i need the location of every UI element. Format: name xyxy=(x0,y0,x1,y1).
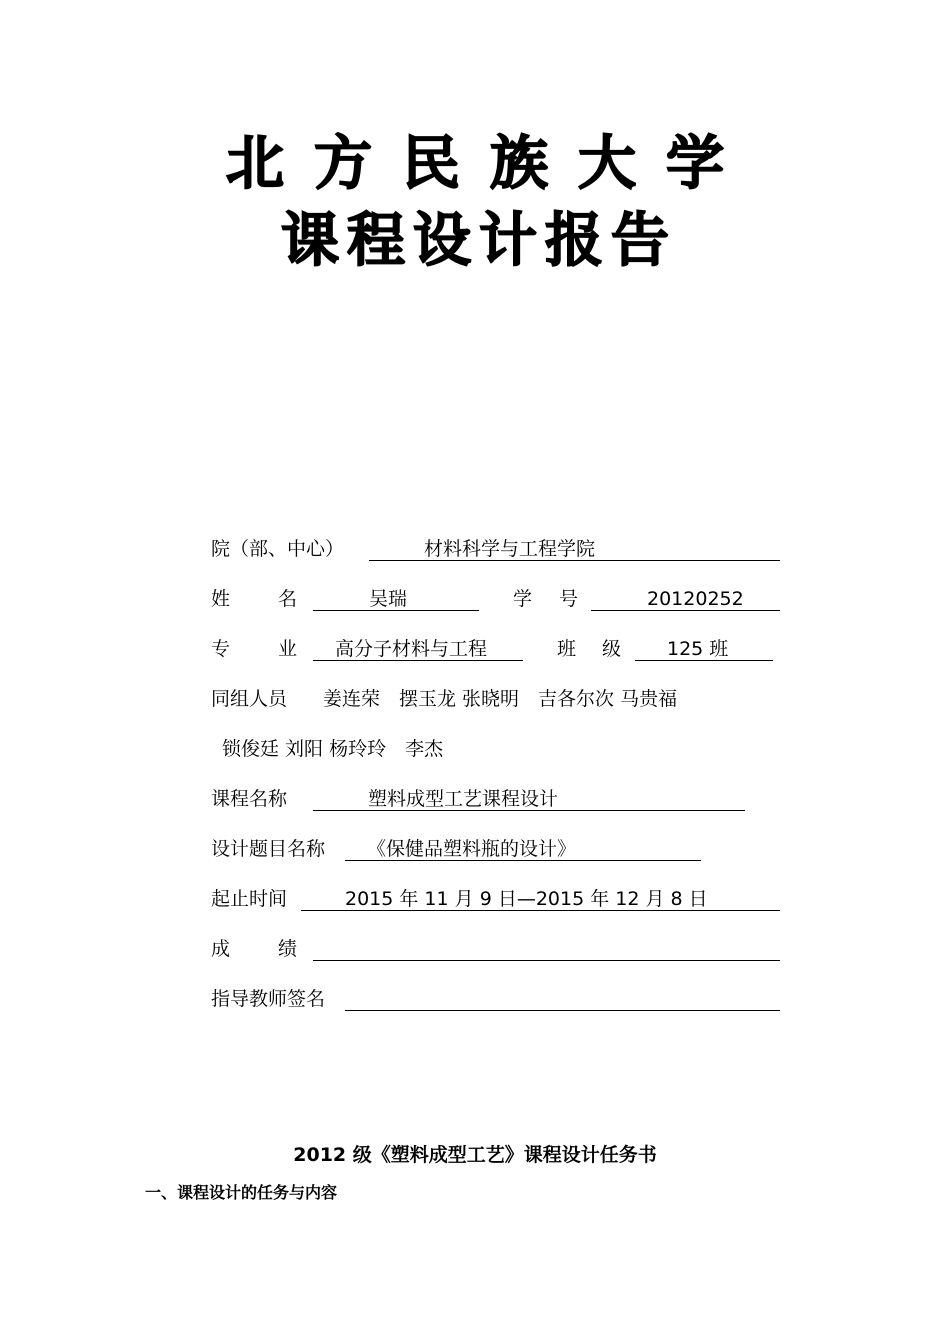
class-value: 125 班 xyxy=(667,638,729,660)
grade-label-2: 绩 xyxy=(278,938,298,960)
class-label-2: 级 xyxy=(602,638,622,660)
name-value: 吴瑞 xyxy=(369,588,408,610)
period-value: 2015 年 11 月 9 日—2015 年 12 月 8 日 xyxy=(345,888,708,910)
group-members-line-1: 姜连荣 摆玉龙 张晓明 吉各尔次 马贵福 xyxy=(323,688,678,710)
design-topic-label: 设计题目名称 xyxy=(211,838,326,860)
course-name-field xyxy=(313,784,745,811)
advisor-signature-field xyxy=(345,984,780,1011)
section-heading-1: 一、课程设计的任务与内容 xyxy=(145,1183,338,1202)
major-field xyxy=(313,634,523,661)
group-label: 同组人员 xyxy=(211,688,288,710)
student-id-value: 20120252 xyxy=(647,588,744,610)
advisor-signature-label: 指导教师签名 xyxy=(211,988,326,1010)
design-topic-field xyxy=(345,834,701,861)
major-label-1: 专 xyxy=(211,638,231,660)
university-name: 北方民族大学 xyxy=(225,129,754,197)
department-field xyxy=(369,534,780,561)
department-label: 院（部、中心） xyxy=(211,538,345,560)
grade-label-1: 成 xyxy=(211,938,231,960)
report-title: 课程设计报告 xyxy=(280,206,677,274)
major-label-2: 业 xyxy=(278,638,298,660)
group-members-line-2: 锁俊廷 刘阳 杨玲玲 李杰 xyxy=(222,738,444,760)
class-field xyxy=(635,634,773,661)
design-topic-value: 《保健品塑料瓶的设计》 xyxy=(367,838,577,860)
name-label-2: 名 xyxy=(278,588,298,610)
student-id-field xyxy=(591,584,780,611)
course-name-value: 塑料成型工艺课程设计 xyxy=(368,788,559,810)
course-name-label: 课程名称 xyxy=(211,788,288,810)
student-id-label-2: 号 xyxy=(559,588,579,610)
major-value: 高分子材料与工程 xyxy=(335,638,488,660)
period-field xyxy=(301,884,780,911)
student-id-label-1: 学 xyxy=(513,588,533,610)
grade-field xyxy=(313,934,780,961)
department-value: 材料科学与工程学院 xyxy=(424,538,596,560)
name-field xyxy=(313,584,479,611)
task-book-title: 2012 级《塑料成型工艺》课程设计任务书 xyxy=(293,1144,657,1166)
name-label-1: 姓 xyxy=(211,588,231,610)
class-label-1: 班 xyxy=(557,638,577,660)
period-label: 起止时间 xyxy=(211,888,288,910)
